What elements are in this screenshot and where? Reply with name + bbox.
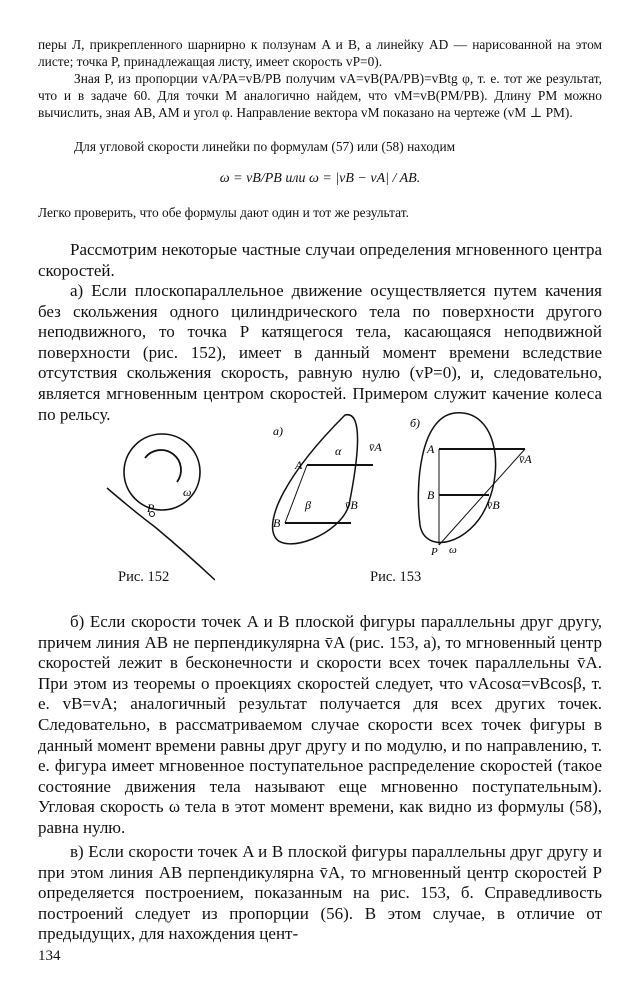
omega-formula: ω = vB/PB или ω = |vB − vA| / AB. xyxy=(219,171,421,186)
label-b-point-b: B xyxy=(427,488,435,502)
label-b-point: B xyxy=(273,516,281,530)
figure-153 xyxy=(265,405,605,570)
label-vb: v̄B xyxy=(345,498,358,512)
para-case-a: а) Если плоскопараллельное движение осуществляется путем качения без скольжения одного цилиндрического тела по поверхности другого неподвижного, то точка P катящегося тела, касающаяся неподвижной поверхности (рис. 152), имеет в данный момент времени вследствие отсутствия скольжения скорость, равную нулю (vP=0), и, следовательно, является мгновенным центром скоростей. Примером служит качение колеса по рельсу. xyxy=(38,281,602,424)
rotation-arrow xyxy=(145,450,181,482)
plate-a xyxy=(273,415,358,544)
label-va: v̄A xyxy=(369,440,382,454)
label-a-point: A xyxy=(295,458,303,472)
page-number: 134 xyxy=(38,948,61,964)
label-omega-b: ω xyxy=(449,544,457,556)
para-cases-intro: Рассмотрим некоторые частные случаи определения мгновенного центра скоростей. xyxy=(38,240,602,280)
figure-152 xyxy=(105,432,215,582)
label-va-b: v̄A xyxy=(519,452,532,466)
label-alpha: α xyxy=(335,444,342,458)
label-p-b: P xyxy=(431,546,438,558)
label-vb-b: v̄B xyxy=(487,498,500,512)
caption-153: Рис. 153 xyxy=(370,569,422,585)
para-top-4: Легко проверить, что обе формулы дают один и тот же результат. xyxy=(38,205,409,220)
label-omega-152: ω xyxy=(183,485,192,499)
para-top-1: перы Л, прикрепленного шарнирно к ползунам A и B, а линейку AD — нарисованной на этом листе; точка P, принадлежащая листу, имеет скорость vP=0). xyxy=(38,37,602,69)
para-case-c: в) Если скорости точек A и B плоской фигуры параллельны друг другу и при этом линия AB перпендикулярна v̄A, то мгновенный центр скоростей P определяется построением, показанным на рис. 153, б. Справедливость построений следует из пропорции (56). В этом случае, в отличие от предыдущих, для нахождения цент- xyxy=(38,842,602,944)
label-p-152: P xyxy=(147,501,155,515)
caption-152: Рис. 152 xyxy=(118,569,170,585)
para-case-b: б) Если скорости точек A и B плоской фигуры параллельны друг другу, причем линия AB не перпендикулярна v̄A (рис. 153, а), то мгновенный центр скоростей лежит в бесконечности и скорости всех точек параллельны v̄A. При этом из теоремы о проекциях скоростей следует, что vAcosα=vBcosβ, т. е. vB=vA; аналогичный результат получается для всех других точек. Следовательно, в рассматриваемом случае скорости всех точек фигуры в данный момент времени равны друг другу и по модулю, и по направлению, т. е. фигура имеет мгновенное поступательное распределение скоростей (такое состояние движения тела называют еще мгновенно поступательным). Угловая скорость ω тела в этот момент времени, как видно из формулы (58), равна нулю. xyxy=(38,612,602,837)
label-beta: β xyxy=(305,498,311,512)
label-a: а) xyxy=(273,424,283,438)
label-a-point-b: A xyxy=(427,442,435,456)
para-top-3: Для угловой скорости линейки по формулам (57) или (58) находим xyxy=(74,139,456,154)
para-top-2: Зная P, из пропорции vA/PA=vB/PB получим vA=vB(PA/PB)=vBtg φ, т. е. тот же результат, что и в задаче 60. Для точки M аналогично найдем, что vM=vB(PM/PB). Длину PM можно вычислить, зная AB, AM и угол φ. Направление вектора vM показано на чертеже (vM ⊥ PM). xyxy=(38,71,602,120)
plate-b xyxy=(418,413,495,543)
label-b: б) xyxy=(410,416,421,430)
